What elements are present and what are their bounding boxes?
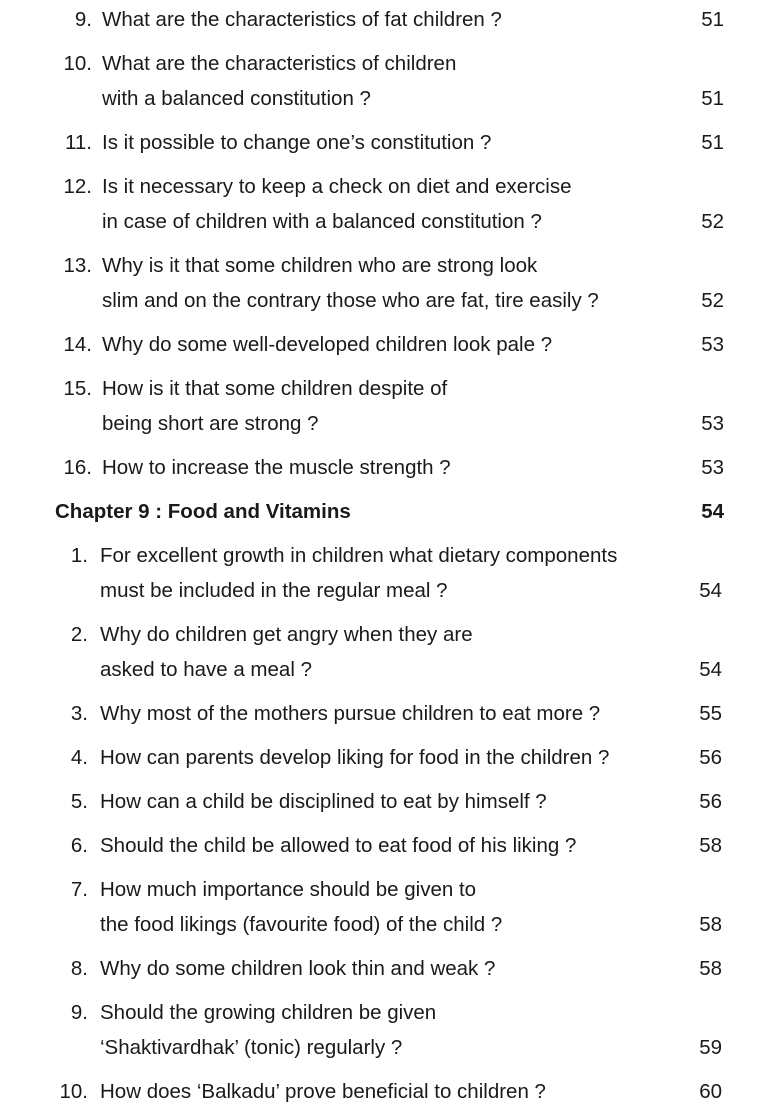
toc-entry	[0, 538, 780, 608]
entry-page-number: 60	[699, 1080, 722, 1103]
chapter-heading	[0, 494, 780, 529]
toc-entry-line	[0, 696, 780, 731]
toc-entry-line	[0, 652, 780, 687]
toc-entry-line	[0, 995, 780, 1030]
entry-page-number: 53	[701, 412, 724, 435]
toc-entry-line	[0, 371, 780, 406]
entry-number: 11.	[65, 131, 92, 154]
entry-number: 6.	[70, 834, 88, 857]
toc-entry	[0, 1074, 780, 1109]
toc-entry-line	[0, 740, 780, 775]
chapter-line	[0, 494, 780, 529]
entry-page-number: 51	[701, 131, 724, 154]
entry-number: 1.	[70, 544, 88, 567]
entry-number: 12.	[63, 175, 92, 198]
entry-number: 10.	[59, 1080, 88, 1103]
toc-entry	[0, 995, 780, 1065]
entry-page-number: 52	[701, 289, 724, 312]
entry-title: the food likings (favourite food) of the child ?	[100, 913, 503, 936]
entry-number: 2.	[70, 623, 88, 646]
toc-entry-line	[0, 828, 780, 863]
toc-entry-line	[0, 283, 780, 318]
entry-page-number: 56	[699, 790, 722, 813]
entry-title: Why most of the mothers pursue children to eat more ?	[100, 702, 601, 725]
toc-entry	[0, 784, 780, 819]
entry-number: 15.	[63, 377, 92, 400]
toc-entry	[0, 327, 780, 362]
toc-entry	[0, 2, 780, 37]
toc-entry	[0, 248, 780, 318]
entry-number: 13.	[63, 254, 92, 277]
toc-entry	[0, 872, 780, 942]
entry-title: Is it possible to change one’s constitution ?	[102, 131, 492, 154]
entry-page-number: 58	[699, 957, 722, 980]
entry-number: 10.	[63, 52, 92, 75]
entry-title: Why do some children look thin and weak ?	[100, 957, 496, 980]
entry-title: ‘Shaktivardhak’ (tonic) regularly ?	[100, 1036, 403, 1059]
entry-number: 5.	[70, 790, 88, 813]
toc-entry-line	[0, 125, 780, 160]
entry-title: Why do some well-developed children look pale ?	[102, 333, 553, 356]
toc-entry	[0, 169, 780, 239]
toc-entry	[0, 450, 780, 485]
entry-title: asked to have a meal ?	[100, 658, 312, 681]
entry-title: Should the child be allowed to eat food of his liking ?	[100, 834, 577, 857]
toc-entry-line	[0, 2, 780, 37]
toc-entry-line	[0, 169, 780, 204]
toc-entry	[0, 740, 780, 775]
entry-title: How can parents develop liking for food in the children ?	[100, 746, 610, 769]
entry-number: 7.	[70, 878, 88, 901]
entry-number: 9.	[70, 1001, 88, 1024]
entry-title: being short are strong ?	[102, 412, 319, 435]
toc-entry	[0, 46, 780, 116]
toc-entry	[0, 951, 780, 986]
entry-title: How much importance should be given to	[100, 878, 477, 901]
toc-entry-line	[0, 81, 780, 116]
entry-title: slim and on the contrary those who are fat, tire easily ?	[102, 289, 599, 312]
toc-entry-line	[0, 538, 780, 573]
entry-number: 8.	[70, 957, 88, 980]
entry-page-number: 51	[701, 87, 724, 110]
entry-title: Is it necessary to keep a check on diet and exercise	[102, 175, 572, 198]
entry-title: Should the growing children be given	[100, 1001, 437, 1024]
entry-title: with a balanced constitution ?	[102, 87, 371, 110]
entry-title: How is it that some children despite of	[102, 377, 448, 400]
chapter-title: Chapter 9 : Food and Vitamins	[55, 500, 351, 523]
entry-page-number: 53	[701, 456, 724, 479]
toc-entry-line	[0, 406, 780, 441]
entry-title: How can a child be disciplined to eat by himself ?	[100, 790, 547, 813]
toc-entry-line	[0, 617, 780, 652]
toc-entry-line	[0, 248, 780, 283]
table-of-contents	[0, 2, 780, 1118]
entry-title: What are the characteristics of fat children ?	[102, 8, 502, 31]
entry-number: 9.	[74, 8, 92, 31]
entry-title: Why is it that some children who are strong look	[102, 254, 538, 277]
toc-entry-line	[0, 784, 780, 819]
entry-title: How does ‘Balkadu’ prove beneficial to children ?	[100, 1080, 546, 1103]
toc-entry-line	[0, 1030, 780, 1065]
toc-entry	[0, 125, 780, 160]
entry-page-number: 53	[701, 333, 724, 356]
toc-entry-line	[0, 327, 780, 362]
chapter-page-number: 54	[701, 500, 724, 523]
entry-page-number: 58	[699, 834, 722, 857]
entry-number: 16.	[63, 456, 92, 479]
toc-entry-line	[0, 951, 780, 986]
toc-entry	[0, 617, 780, 687]
entry-title: Why do children get angry when they are	[100, 623, 473, 646]
toc-entry-line	[0, 1074, 780, 1109]
toc-entry-line	[0, 450, 780, 485]
entry-page-number: 54	[699, 658, 722, 681]
toc-entry	[0, 371, 780, 441]
toc-entry-line	[0, 204, 780, 239]
entry-title: must be included in the regular meal ?	[100, 579, 448, 602]
entry-page-number: 52	[701, 210, 724, 233]
toc-entry-line	[0, 46, 780, 81]
toc-entry	[0, 696, 780, 731]
entry-number: 14.	[63, 333, 92, 356]
entry-page-number: 54	[699, 579, 722, 602]
toc-entry-line	[0, 872, 780, 907]
entry-page-number: 58	[699, 913, 722, 936]
entry-title: How to increase the muscle strength ?	[102, 456, 451, 479]
entry-title: in case of children with a balanced constitution ?	[102, 210, 542, 233]
toc-entry-line	[0, 573, 780, 608]
entry-page-number: 56	[699, 746, 722, 769]
entry-number: 3.	[70, 702, 88, 725]
toc-entry	[0, 828, 780, 863]
entry-page-number: 51	[701, 8, 724, 31]
entry-title: For excellent growth in children what dietary components	[100, 544, 618, 567]
entry-title: What are the characteristics of children	[102, 52, 457, 75]
entry-number: 4.	[70, 746, 88, 769]
entry-page-number: 55	[699, 702, 722, 725]
entry-page-number: 59	[699, 1036, 722, 1059]
toc-entry-line	[0, 907, 780, 942]
